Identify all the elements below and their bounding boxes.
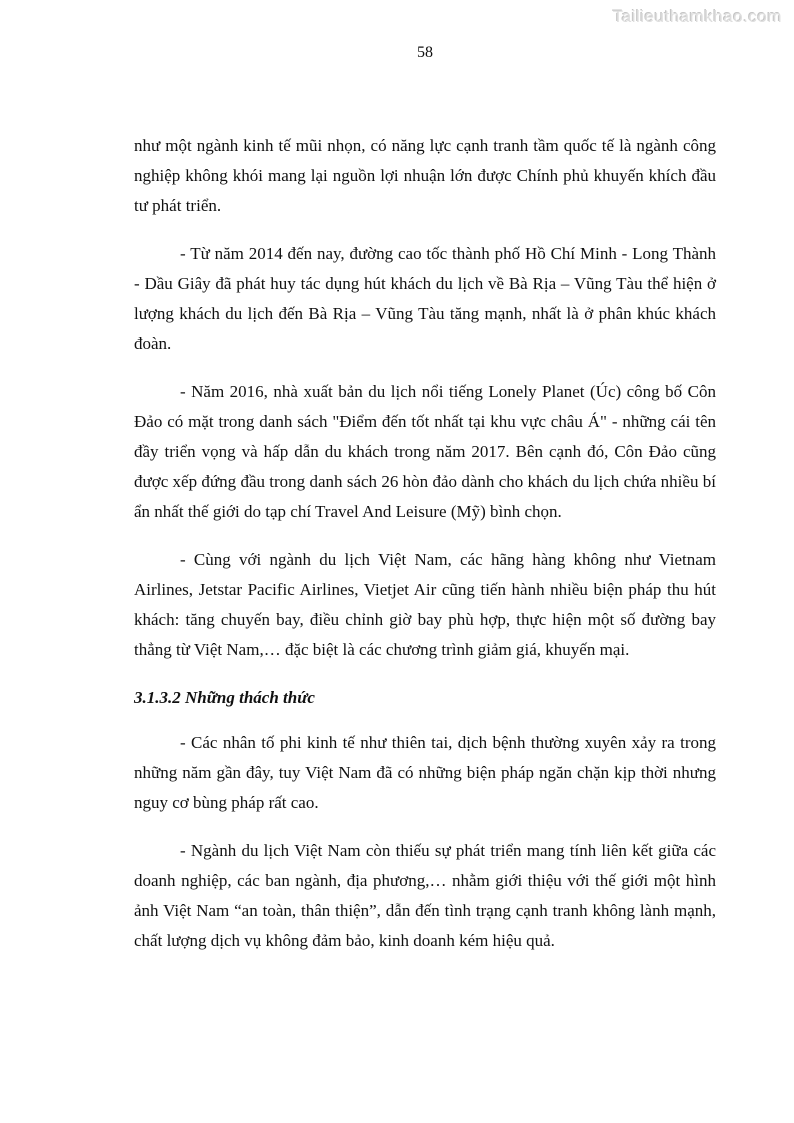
paragraph: - Các nhân tố phi kinh tế như thiên tai, dịch bệnh thường xuyên xảy ra trong những năm gần đây, tuy Việt Nam đã có những biện pháp ngăn chặn kịp thời nhưng nguy cơ bùng pháp rất cao. [134, 733, 716, 812]
page-number: 58 [417, 44, 433, 61]
paragraph: - Ngành du lịch Việt Nam còn thiếu sự phát triển mang tính liên kết giữa các doanh nghiệp, các ban ngành, địa phương,… nhằm giới thiệu với thế giới một hình ảnh Việt Nam “an toàn, thân thiện”, dẫn đến tình trạng cạnh tranh không lành mạnh, chất lượng dịch vụ không đảm bảo, kinh doanh kém hiệu quả. [134, 841, 716, 950]
paragraph: - Cùng với ngành du lịch Việt Nam, các hãng hàng không như Vietnam Airlines, Jetstar Pacific Airlines, Vietjet Air cũng tiến hành nhiều biện pháp thu hút khách: tăng chuyến bay, điều chỉnh giờ bay phù hợp, thực hiện một số đường bay thẳng từ Việt Nam,… đặc biệt là các chương trình giảm giá, khuyến mại. [134, 550, 716, 659]
paragraph: - Từ năm 2014 đến nay, đường cao tốc thành phố Hồ Chí Minh - Long Thành - Dầu Giây đã phát huy tác dụng hút khách du lịch về Bà Rịa – Vũng Tàu thể hiện ở lượng khách du lịch đến Bà Rịa – Vũng Tàu tăng mạnh, nhất là ở phân khúc khách đoàn. [134, 244, 716, 353]
paragraph: như một ngành kinh tế mũi nhọn, có năng lực cạnh tranh tầm quốc tế là ngành công nghiệp không khói mang lại nguồn lợi nhuận lớn được Chính phủ khuyến khích đầu tư phát triển. [134, 136, 716, 215]
section-heading: 3.1.3.2 Những thách thức [134, 688, 315, 707]
watermark-text: Tailieuthamkhao.com [612, 7, 782, 26]
paragraph: - Năm 2016, nhà xuất bản du lịch nổi tiếng Lonely Planet (Úc) công bố Côn Đảo có mặt trong danh sách "Điểm đến tốt nhất tại khu vực châu Á" - những cái tên đầy triển vọng và hấp dẫn du khách trong năm 2017. Bên cạnh đó, Côn Đảo cũng được xếp đứng đầu trong danh sách 26 hòn đảo dành cho khách du lịch chứa nhiều bí ẩn nhất thế giới do tạp chí Travel And Leisure (Mỹ) bình chọn. [134, 382, 716, 521]
document-content [134, 131, 716, 974]
